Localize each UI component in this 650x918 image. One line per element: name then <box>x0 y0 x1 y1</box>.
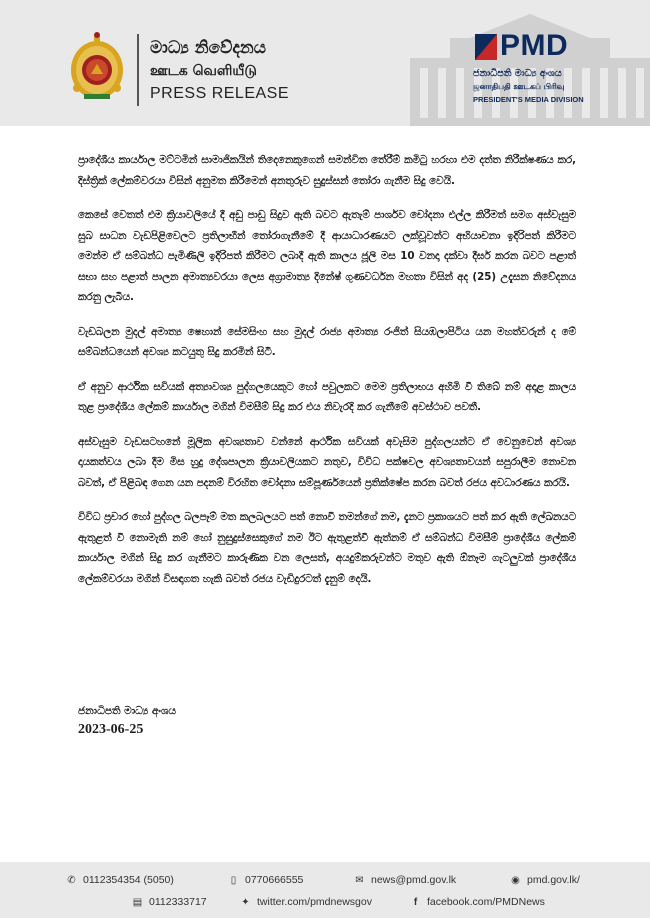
fax-text: 0112333717 <box>149 896 207 908</box>
facebook-text: facebook.com/PMDNews <box>427 896 545 908</box>
twitter-text: twitter.com/pmdnewsgov <box>257 896 372 908</box>
pmd-name-sinhala: ජනාධිපති මාධ්‍ය අංශය <box>473 68 562 79</box>
paragraph-6: විවිධ ප්‍රචාර හෝ පුද්ගල බලපෑම් මත කලබලයට පත් නොවී තමන්ගේ නම, දැනට ප්‍රකාශයට පත් කර ඇති ලේඛනයට ඇතුළත් වී නොමැති නම් හෝ නුසුදුස්සෙකුගේ නම ඊට ඇතුළත්වී ඇත්නම් ඒ සම්බන්ධ විමසීම් ප්‍රාදේශීය ලේකම් කාර්යාල මගින් සිදු කර ගැනීමට කාරුණික වන ලෙසත්, අයදුම්කරුවන්ට මතුව ඇති ඕනෑම ගැටලුවක් ප්‍රාදේශීය ලේකම්වරයා මගින් විසඳාගත හැකි බවත් රජය වැඩිදුරටත් දැනුම් දෙයි. <box>78 511 576 585</box>
pmd-logo-icon <box>475 34 497 60</box>
title-english: PRESS RELEASE <box>150 85 289 102</box>
paragraph-1: ප්‍රාදේශීය කාර්යාල මට්ටමින් සාමාජිකයින් තිදෙනෙකුගෙන් සමන්විත තේරීම් කමිටු හරහා එම දත්ත නිරීක්ෂණය කර, දිස්ත්‍රික් ලේකම්වරයා විසින් අනුමත කිරීමෙන් අනතුරුව සුදුස්සන් තෝරා ගැනීම සිදු වෙයි. <box>78 154 576 187</box>
footer-fax[interactable] <box>132 896 207 908</box>
footer-website[interactable] <box>510 874 580 886</box>
pmd-logo-text: PMD <box>500 29 569 62</box>
title-sinhala: මාධ්‍ය නිවේදනය <box>150 38 266 58</box>
footer-phone2[interactable] <box>228 874 303 886</box>
paragraph-5: අස්වැසුම වැඩසටහනේ මූලික අවශ්‍යතාව වන්නේ ආර්ථික සවියක් අවැසිම පුද්ගලයන්ට ඒ වෙනුවෙන් අවශ්‍ය දායකත්වය ලබා දීම මිස හුදු දේශපාලන ක්‍රියාවලියකට නතුව, විවිධ පක්ෂවල අවශ්‍යතාවයන් සපුරාලීම නොවන බවත්, ඒ පිළිබඳ ගෙන යන පදනම් විරහිත චෝදනා සම්පූර්ණයෙන් ප්‍රතික්ෂේප කරන බවත් රජය අවධාරණය කරයි. <box>78 435 576 489</box>
pmd-name-english: PRESIDENT'S MEDIA DIVISION <box>473 95 584 104</box>
press-release-body <box>78 150 576 603</box>
header-divider <box>137 34 139 106</box>
mobile-icon: ▯ <box>230 874 237 886</box>
website-text: pmd.gov.lk/ <box>527 874 580 886</box>
signature: ජනාධිපති මාධ්‍ය අංශය <box>78 705 177 717</box>
facebook-icon: f <box>413 896 418 908</box>
email-icon: ✉ <box>355 874 364 886</box>
email-text: news@pmd.gov.lk <box>371 874 457 886</box>
building-background-icon <box>410 8 650 126</box>
phone2-text: 0770666555 <box>245 874 304 886</box>
fax-icon: ▤ <box>132 896 143 908</box>
paragraph-3: වැඩබලන මුදල් අමාත්‍ය ෂෙහාන් සේමසිංහ සහ මුදල් රාජ්‍ය අමාත්‍ය රංජිත් සියඹලාපිටිය යන මහත්වරුන් ද මේ සම්බන්ධයෙන් අවශ්‍ය කටයුතු සිදු කරමින් සිටී. <box>78 325 576 358</box>
release-date: 2023-06-25 <box>78 722 144 737</box>
phone1-text: 0112354354 (5050) <box>83 874 174 886</box>
phone-icon: ✆ <box>67 874 76 886</box>
footer-email[interactable] <box>354 874 456 886</box>
pmd-name-tamil: ஜனாதிபதி ஊடகப் பிரிவு <box>473 82 565 91</box>
footer-twitter[interactable] <box>240 896 372 908</box>
footer-facebook[interactable] <box>410 896 545 908</box>
contact-footer <box>0 862 650 918</box>
twitter-icon: ✦ <box>241 896 250 908</box>
footer-phone1[interactable] <box>66 874 174 886</box>
globe-icon: ◉ <box>511 874 520 886</box>
letterhead <box>0 0 650 126</box>
paragraph-2: කෙසේ වෙතත් එම ක්‍රියාවලියේ දී අඩු පාඩු සිදුව ඇති බවට ඇතැම් පාර්ශව චෝදනා එල්ල කිරීමත් සමග අස්වැසුම සුබ සාධන වැඩපිළිවෙලට ප්‍රතිලාභීන් තෝරාගැනීමේ දී ආයාධාරණයට ලක්වූවන්ට අභියාචනා ඉදිරිපත් කිරීමට මෙන්ම ඒ සම්බන්ධ පැමිණිලි ඉදිරිපත් කිරීමට ලබාදී ඇති කාලය ජූලි මස 10 වනදා දක්වා දීර්ඝ කරන බවට පළාත් සභා සහ පළාත් පාලන අමාත්‍යවරයා ලෙස අග්‍රාමාත්‍ය දිනේෂ් ගුණවර්ධන මහතා විසින් අද (25) උදැසන නිවේදනය කරනු ලැබීය. <box>78 209 576 303</box>
title-tamil: ஊடக வெளியீடு <box>150 63 257 79</box>
paragraph-4: ඒ අනුව ආර්ථික සවියක් අත්‍යාවශ්‍ය පුද්ගලයෙකුට හෝ පවුලකට මෙම ප්‍රතිලාභය අහිමි වී තිබේ නම් අදාළ කාලය තුළ ප්‍රාදේශීය ලේකම් කාර්යාල මගින් විමසීම් සිදු කර එය නිවැරදි කර ගැනීමේ අවස්ථාව පවතී. <box>78 380 576 413</box>
national-emblem-icon <box>64 30 130 102</box>
